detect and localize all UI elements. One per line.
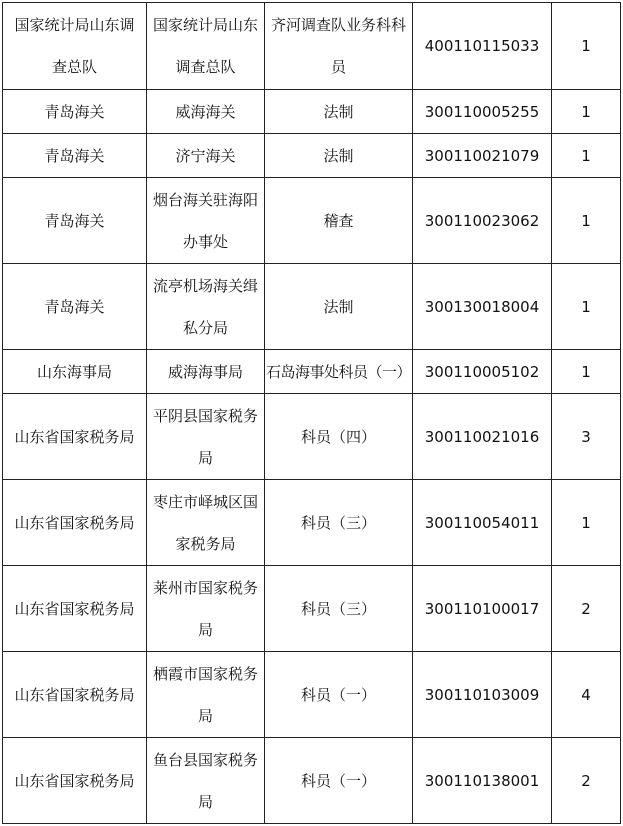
hire-count: 1: [581, 362, 591, 381]
position-text: 稽查: [323, 211, 354, 230]
code-cell: [413, 394, 552, 480]
unit-text: 济宁海关: [175, 146, 236, 165]
count-cell: [552, 134, 621, 178]
position-code: 300110005102: [424, 362, 540, 381]
code-cell: [413, 738, 552, 824]
unit-cell: [147, 3, 265, 90]
department-cell: [3, 350, 147, 394]
unit-text: 枣庄市峄城区国家税务局: [152, 492, 258, 553]
unit-cell: [147, 738, 265, 824]
unit-cell: [147, 178, 265, 264]
code-cell: [413, 90, 552, 134]
department-text: 青岛海关: [44, 102, 105, 121]
department-cell: [3, 480, 147, 566]
hire-count: 1: [581, 102, 591, 121]
code-cell: [413, 566, 552, 652]
count-cell: [552, 738, 621, 824]
position-code: 400110115033: [424, 37, 540, 55]
hire-count: 4: [581, 685, 591, 704]
count-cell: [552, 90, 621, 134]
position-text: 齐河调查队业务科科员: [270, 16, 406, 76]
table-row: [3, 738, 621, 824]
position-text: 科员（一）: [300, 771, 376, 790]
count-cell: [552, 3, 621, 90]
count-cell: [552, 264, 621, 350]
position-cell: [265, 134, 413, 178]
position-code: 300110005255: [424, 102, 540, 121]
code-cell: [413, 3, 552, 90]
department-cell: [3, 178, 147, 264]
unit-text: 平阴县国家税务局: [152, 406, 258, 467]
position-cell: [265, 178, 413, 264]
unit-text: 栖霞市国家税务局: [152, 664, 258, 725]
department-text: 青岛海关: [44, 211, 105, 230]
count-cell: [552, 480, 621, 566]
position-text: 石岛海事处科员（一）: [265, 362, 411, 381]
unit-cell: [147, 90, 265, 134]
department-cell: [3, 394, 147, 480]
unit-cell: [147, 264, 265, 350]
position-cell: [265, 90, 413, 134]
position-cell: [265, 566, 413, 652]
department-cell: [3, 3, 147, 90]
department-cell: [3, 264, 147, 350]
unit-text: 威海海事局: [167, 362, 243, 381]
unit-cell: [147, 566, 265, 652]
hire-count: 1: [581, 37, 591, 55]
count-cell: [552, 394, 621, 480]
position-cell: [265, 264, 413, 350]
table-row: [3, 264, 621, 350]
position-code: 300110054011: [424, 513, 540, 532]
position-code: 300130018004: [424, 297, 540, 316]
position-code: 300110021016: [424, 427, 540, 446]
table-row: [3, 134, 621, 178]
position-text: 法制: [323, 146, 354, 165]
unit-text: 威海海关: [175, 102, 236, 121]
position-text: 科员（四）: [300, 427, 376, 446]
position-cell: [265, 3, 413, 90]
code-cell: [413, 264, 552, 350]
position-code: 300110023062: [424, 211, 540, 230]
department-cell: [3, 652, 147, 738]
unit-cell: [147, 480, 265, 566]
hire-count: 3: [581, 427, 591, 446]
hire-count: 1: [581, 146, 591, 165]
hire-count: 2: [581, 599, 591, 618]
position-text: 科员（三）: [300, 599, 376, 618]
table-row: [3, 90, 621, 134]
department-text: 山东省国家税务局: [14, 513, 135, 532]
position-text: 法制: [323, 297, 354, 316]
unit-cell: [147, 134, 265, 178]
unit-cell: [147, 350, 265, 394]
department-text: 山东省国家税务局: [14, 427, 135, 446]
department-text: 青岛海关: [44, 146, 105, 165]
hire-count: 1: [581, 211, 591, 230]
unit-text: 烟台海关驻海阳办事处: [153, 190, 259, 251]
department-cell: [3, 134, 147, 178]
department-text: 青岛海关: [44, 297, 105, 316]
code-cell: [413, 480, 552, 566]
table-row: [3, 350, 621, 394]
hire-count: 2: [581, 771, 591, 790]
table-row: [3, 178, 621, 264]
table-row: [3, 3, 621, 90]
count-cell: [552, 652, 621, 738]
unit-text: 莱州市国家税务局: [152, 578, 258, 639]
code-cell: [413, 652, 552, 738]
position-cell: [265, 738, 413, 824]
position-text: 科员（一）: [300, 685, 376, 704]
department-text: 山东省国家税务局: [14, 685, 135, 704]
position-cell: [265, 350, 413, 394]
code-cell: [413, 350, 552, 394]
department-cell: [3, 738, 147, 824]
count-cell: [552, 566, 621, 652]
hire-count: 1: [581, 297, 591, 316]
position-cell: [265, 480, 413, 566]
department-text: 山东省国家税务局: [14, 599, 135, 618]
position-text: 法制: [323, 102, 354, 121]
unit-text: 鱼台县国家税务局: [152, 750, 258, 811]
table-row: [3, 566, 621, 652]
unit-text: 国家统计局山东调查总队: [152, 16, 258, 76]
hire-count: 1: [581, 513, 591, 532]
code-cell: [413, 134, 552, 178]
position-cell: [265, 394, 413, 480]
table-row: [3, 652, 621, 738]
position-code: 300110021079: [424, 146, 540, 165]
department-text: 山东省国家税务局: [14, 771, 135, 790]
position-code: 300110138001: [424, 771, 540, 790]
code-cell: [413, 178, 552, 264]
department-cell: [3, 566, 147, 652]
table-row: [3, 394, 621, 480]
position-code: 300110100017: [424, 599, 540, 618]
position-text: 科员（三）: [300, 513, 376, 532]
unit-cell: [147, 394, 265, 480]
count-cell: [552, 178, 621, 264]
table-row: [3, 480, 621, 566]
department-cell: [3, 90, 147, 134]
department-text: 山东海事局: [36, 362, 112, 381]
count-cell: [552, 350, 621, 394]
position-cell: [265, 652, 413, 738]
unit-text: 流亭机场海关缉私分局: [152, 276, 258, 337]
department-text: 国家统计局山东调查总队: [14, 16, 135, 76]
position-code: 300110103009: [424, 685, 540, 704]
job-positions-table: [2, 2, 621, 824]
unit-cell: [147, 652, 265, 738]
